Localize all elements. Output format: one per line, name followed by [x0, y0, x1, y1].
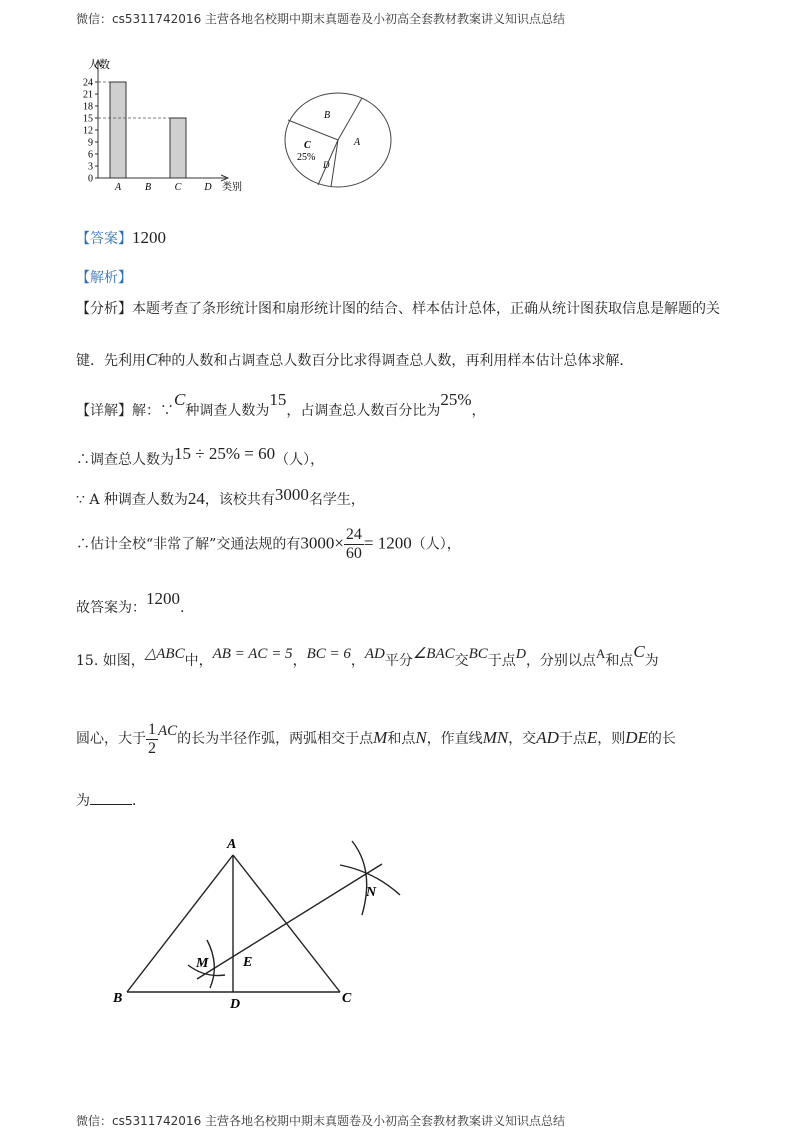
q15-bac: ∠BAC: [412, 646, 455, 662]
q15-l2b: 的长为半径作弧，两弧相交于点: [177, 731, 374, 747]
label-e: E: [243, 955, 253, 970]
page-header: 微信：cs5311742016 主营各地名校期中期末真题卷及小初高全套教材教案讲义知识点总结: [76, 12, 566, 26]
label-m: M: [196, 956, 209, 971]
y-tick-label: 18: [83, 101, 93, 113]
q15-t3: 交: [454, 653, 469, 669]
q15-l2e: ，交: [508, 731, 537, 747]
detail-line5: [76, 589, 185, 618]
label-d: D: [230, 997, 241, 1012]
q15-t4: 于点: [487, 653, 516, 669]
fenxi-line2: [76, 350, 633, 371]
x-tick-label: D: [204, 182, 212, 193]
y-tick-label: 3: [88, 161, 93, 173]
answer-value: 1200: [132, 228, 166, 247]
q15-ac: AC: [158, 723, 178, 739]
q15-eq1: AB = AC = 5: [212, 646, 293, 662]
q15-l2f: 于点: [558, 731, 587, 747]
fenxi-text1: 本题考查了条形统计图和扇形统计图的结合、样本估计总体，正确从统计图获取信息是解题的关: [132, 301, 720, 317]
detail-l5end: .: [180, 600, 185, 616]
side-ab: [127, 855, 233, 992]
detail-label: 【详解】: [76, 403, 132, 419]
y-tick-label: 15: [83, 113, 93, 125]
q15-tri: △ABC: [144, 646, 185, 662]
q15-t5: ，分别以点: [525, 653, 596, 669]
y-tick-label: 21: [83, 89, 93, 101]
fenxi-line1: [76, 299, 720, 319]
detail-l4post: = 1200: [363, 533, 412, 553]
fraction-half: [146, 721, 158, 758]
fenxi-text2a: 键．先利用: [76, 353, 146, 369]
q15-l2a: 圆心，大于: [76, 731, 146, 747]
q15-t6: 和点: [605, 653, 634, 669]
q15-c2: ，: [350, 653, 365, 669]
q15-eq2: BC = 6: [306, 646, 351, 662]
detail-l5a: 故答案为：: [76, 600, 146, 616]
bar-chart: [68, 54, 258, 199]
q15-line3: [76, 790, 146, 811]
x-axis-label: 类别: [222, 182, 242, 193]
frac-den: 60: [345, 545, 362, 562]
detail-l2end: （人），: [275, 452, 325, 468]
geometry-figure: [100, 830, 420, 1020]
detail-l4a: ∴估计全校“非常了解”交通法规的有: [76, 536, 301, 553]
x-tick-label: A: [114, 182, 122, 193]
q15-bc: BC: [468, 646, 488, 662]
q15-t7: 为: [644, 653, 659, 669]
y-axis-label: 人数: [88, 59, 110, 71]
label-a: A: [227, 837, 237, 852]
q15-A: A: [595, 646, 606, 661]
fenxi-var-c: C: [146, 350, 158, 369]
q15-MN: MN: [482, 728, 509, 747]
detail-l1b: 种调查人数为: [185, 403, 270, 419]
detail-line1: [76, 390, 486, 421]
detail-line4: [76, 526, 461, 563]
analysis-label: 【解析】: [76, 270, 132, 286]
pie-label-a: A: [354, 137, 361, 148]
bar-chart-marks: [83, 57, 242, 193]
pie-label-c-pct: 25%: [297, 152, 316, 163]
detail-line3: [76, 485, 365, 510]
fenxi-label: 【分析】: [76, 301, 132, 317]
page-footer: 微信：cs5311742016 主营各地名校期中期末真题卷及小初高全套教材教案讲义知识点总结: [76, 1114, 566, 1128]
y-tick-label: 12: [83, 125, 93, 137]
detail-var-c: C: [174, 390, 186, 409]
y-tick-label: 24: [83, 77, 93, 89]
q15-AD2: AD: [536, 728, 559, 747]
q15-l2c: 和点: [387, 731, 416, 747]
detail-l3c: 名学生，: [308, 492, 365, 508]
q15-l3end: ．: [132, 793, 146, 809]
detail-1200: 1200: [146, 589, 180, 608]
q15-C: C: [633, 642, 645, 661]
q15-c1: ，: [292, 653, 307, 669]
line-mn: [197, 864, 382, 979]
detail-eq1: 15 ÷ 25% = 60: [174, 444, 276, 463]
label-c: C: [342, 991, 352, 1006]
label-b: B: [113, 991, 123, 1006]
fenxi-text2b: 种的人数和占调查总人数百分比求得调查总人数，再利用样本估计总体求解．: [157, 353, 634, 369]
half-num: 1: [148, 720, 156, 738]
q15-d: D: [515, 647, 526, 662]
answer-blank: [90, 790, 132, 805]
x-tick-label: B: [144, 182, 152, 193]
q15-t2: 平分: [384, 653, 413, 669]
q15-DE: DE: [625, 728, 648, 747]
pie-label-d: D: [323, 160, 330, 170]
q15-l3a: 为: [76, 793, 90, 809]
pie-divider: [288, 120, 338, 140]
fraction-24-60: [344, 526, 364, 563]
q15-ad: AD: [364, 646, 385, 662]
answer-label: 【答案】: [76, 231, 132, 247]
answer-line: [76, 228, 166, 249]
detail-l3a: ∵ A 种调查人数为: [76, 492, 188, 508]
bar-c: [170, 118, 186, 178]
frac-num: 24: [345, 526, 362, 543]
detail-l1c2: ，占调查总人数百分比为: [286, 403, 441, 419]
y-tick-label: 9: [88, 137, 93, 149]
pie-label-c: C: [304, 140, 311, 151]
pie-label-b: B: [324, 110, 331, 121]
q15-E: E: [586, 728, 598, 747]
pie-chart: [280, 88, 400, 194]
detail-15: 15: [269, 390, 287, 409]
half-den: 2: [148, 739, 156, 757]
y-tick-label: 6: [88, 149, 93, 161]
q15-line1: [76, 642, 659, 672]
detail-3000: 3000: [274, 485, 309, 504]
detail-24: 24: [187, 489, 205, 508]
x-tick-label: C: [174, 182, 182, 193]
q15-N: N: [415, 728, 427, 747]
detail-l1a: 解：∵: [132, 403, 174, 419]
detail-line2: [76, 444, 325, 470]
y-tick-label: 0: [88, 173, 93, 185]
detail-l4pre: 3000×: [300, 533, 344, 553]
detail-l3b: ，该校共有: [204, 492, 275, 508]
pie-divider: [338, 98, 362, 140]
detail-l1end: ，: [471, 403, 486, 419]
bar-a: [110, 82, 126, 178]
q15-t1: 中，: [184, 653, 213, 669]
q15-l2d: ，作直线: [426, 731, 483, 747]
q15-M: M: [373, 728, 388, 747]
q15-line2: [76, 716, 676, 761]
q15-num: 15. 如图，: [76, 653, 145, 669]
detail-pct: 25%: [440, 390, 472, 409]
detail-l4end: （人），: [411, 536, 461, 553]
detail-l2a: ∴调查总人数为: [76, 452, 174, 468]
q15-l2g: ，则: [597, 731, 626, 747]
q15-l2h: 的长: [647, 731, 676, 747]
label-n: N: [366, 885, 377, 900]
